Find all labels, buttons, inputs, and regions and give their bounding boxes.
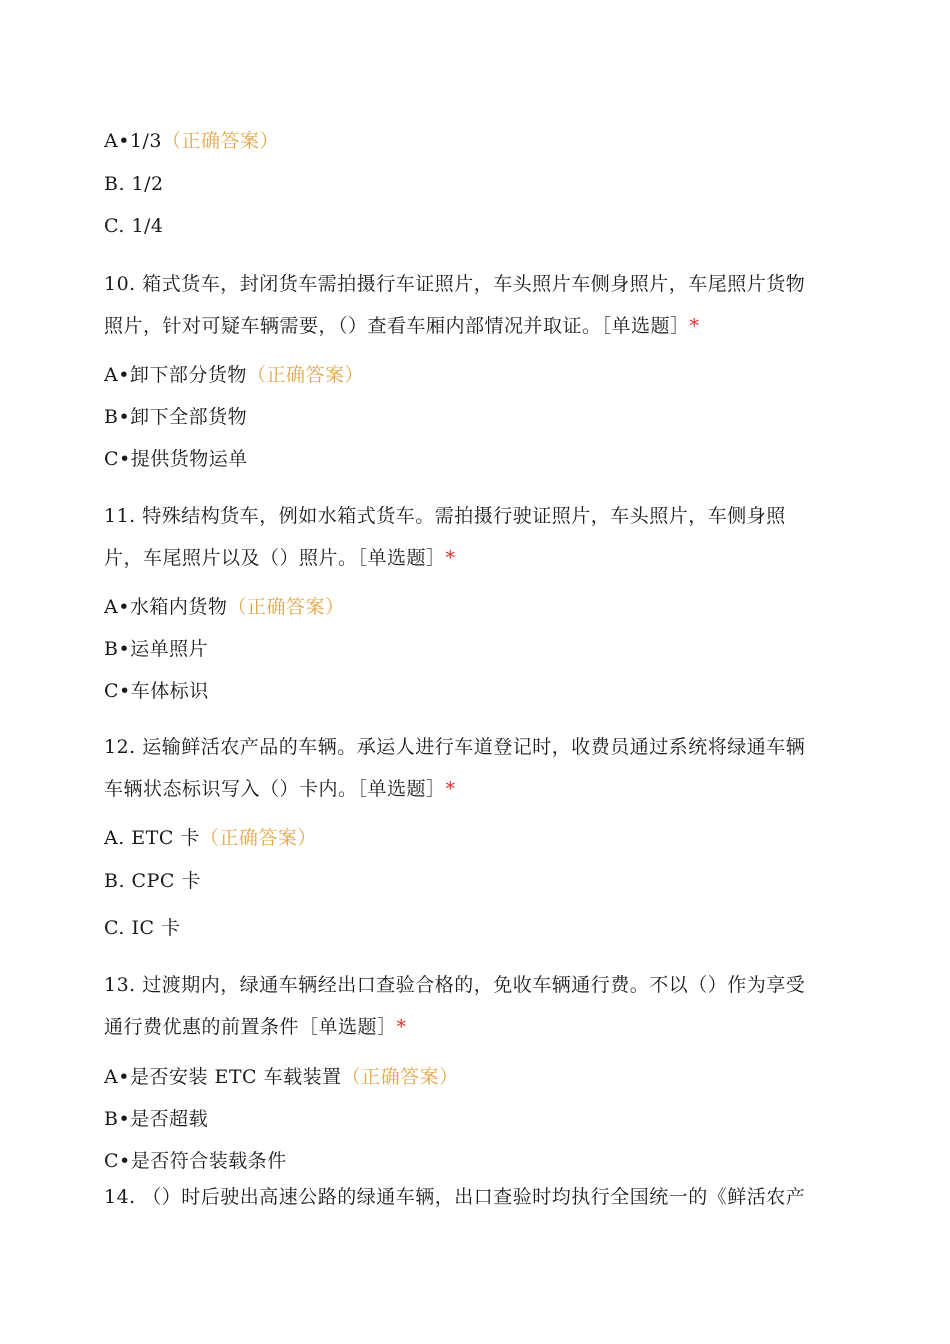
option-text: A•是否安装 ETC 车载装置 (104, 1066, 342, 1088)
option-text: B. CPC 卡 (104, 870, 201, 892)
correct-answer-tag: （正确答案） (162, 130, 280, 152)
correct-answer-tag: （正确答案） (227, 596, 345, 618)
correct-answer-tag: （正确答案） (199, 827, 317, 849)
required-mark: * (445, 778, 456, 800)
q11-question-line2 (104, 546, 844, 570)
required-mark: * (689, 315, 700, 337)
question-text: 照片，针对可疑车辆需要，（）查看车厢内部情况并取证。［单选题］ (104, 315, 690, 337)
q11-question-line1 (104, 504, 844, 528)
option-text: C. IC 卡 (104, 917, 181, 939)
q14-question-line1 (104, 1185, 844, 1209)
q10-question-line2 (104, 314, 844, 338)
option-text: A•卸下部分货物 (104, 364, 247, 386)
correct-answer-tag: （正确答案） (341, 1066, 459, 1088)
option-text: A•1/3 (104, 130, 163, 152)
required-mark: * (396, 1016, 407, 1038)
q10-question-line1 (104, 272, 844, 296)
q12-question-line1 (104, 735, 844, 759)
question-text: 通行费优惠的前置条件［单选题］ (104, 1016, 397, 1038)
q11-option-a (104, 595, 844, 619)
option-text: C•是否符合装载条件 (104, 1150, 287, 1172)
question-text: 11. 特殊结构货车，例如水箱式货车。需拍摄行驶证照片，车头照片，车侧身照 (104, 505, 786, 527)
q9-option-a (104, 129, 844, 153)
q13-option-a (104, 1065, 844, 1089)
correct-answer-tag: （正确答案） (246, 364, 364, 386)
question-text: 14. （）时后驶出高速公路的绿通车辆，出口查验时均执行全国统一的《鲜活农产 (104, 1186, 806, 1208)
q9-option-c (104, 214, 844, 238)
q10-option-a (104, 363, 844, 387)
question-text: 车辆状态标识写入（）卡内。［单选题］ (104, 778, 446, 800)
option-text: C•车体标识 (104, 680, 209, 702)
q12-option-a (104, 826, 844, 850)
q12-option-b (104, 869, 844, 893)
q11-option-b (104, 637, 844, 661)
q12-option-c (104, 916, 844, 940)
q13-question-line1 (104, 973, 844, 997)
q13-option-b (104, 1107, 844, 1131)
q13-question-line2 (104, 1015, 844, 1039)
option-text: B•运单照片 (104, 638, 209, 660)
question-text: 片，车尾照片以及（）照片。［单选题］ (104, 547, 446, 569)
question-text: 12. 运输鲜活农产品的车辆。承运人进行车道登记时，收费员通过系统将绿通车辆 (104, 736, 806, 758)
required-mark: * (445, 547, 456, 569)
q9-option-b (104, 172, 844, 196)
option-text: A•水箱内货物 (104, 596, 228, 618)
option-text: C. 1/4 (104, 215, 164, 237)
q12-question-line2 (104, 777, 844, 801)
q10-option-c (104, 447, 844, 471)
q13-option-c (104, 1149, 844, 1173)
option-text: B. 1/2 (104, 173, 164, 195)
q11-option-c (104, 679, 844, 703)
option-text: B•是否超载 (104, 1108, 209, 1130)
option-text: C•提供货物运单 (104, 448, 248, 470)
q10-option-b (104, 405, 844, 429)
option-text: B•卸下全部货物 (104, 406, 248, 428)
option-text: A. ETC 卡 (104, 827, 200, 849)
question-text: 13. 过渡期内，绿通车辆经出口查验合格的，免收车辆通行费。不以（）作为享受 (104, 974, 806, 996)
question-text: 10. 箱式货车，封闭货车需拍摄行车证照片，车头照片车侧身照片，车尾照片货物 (104, 273, 806, 295)
